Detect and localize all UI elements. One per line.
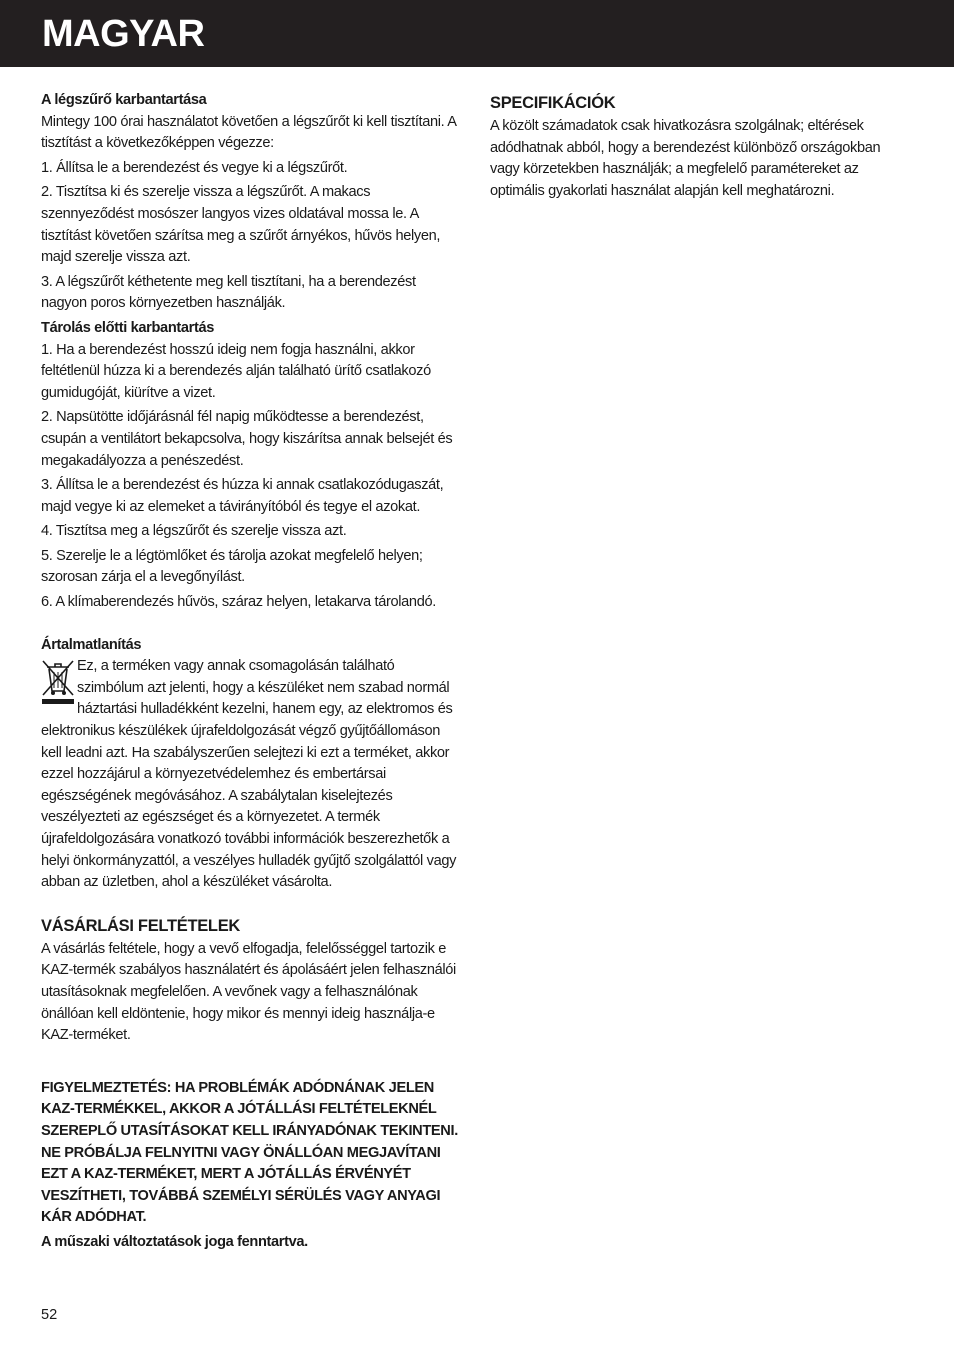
spacer: [41, 617, 461, 635]
disposal-section: [41, 635, 461, 894]
storage-step: 6. A klímaberendezés hűvös, száraz helyen, letakarva tárolandó.: [41, 594, 436, 611]
right-column: [490, 92, 890, 205]
specs-section: [490, 92, 890, 202]
warning-text: NE PRÓBÁLJA FELNYITNI VAGY ÖNÁLLÓAN MEGJAVÍTANI EZT A KAZ-TERMÉKET, MERT A JÓTÁLLÁS ÉRVÉNYÉT VESZÍTHETI, TOVÁBBÁ SZEMÉLYI SÉRÜLÉS VAGY ANYAGI KÁR ADÓDHAT.: [41, 1144, 441, 1226]
specs-text: A közölt számadatok csak hivatkozásra szolgálnak; eltérések adódhatnak abból, hogy a berendezést különböző országokban vagy körzetekben használják; a megfelelő paramétereket az optimális gyakorlati használat alapján kell meghatározni.: [490, 118, 881, 199]
storage-step: 2. Napsütötte időjárásnál fél napig működtesse a berendezést, csupán a ventilátort bekapcsolva, hogy kiszárítsa annak belsejét és megakadályozza a penészedést.: [41, 409, 453, 469]
purchase-heading: VÁSÁRLÁSI FELTÉTELEK: [41, 916, 241, 935]
rights-reserved-text: A műszaki változtatások joga fenntartva.: [41, 1233, 308, 1250]
spacer: [41, 897, 461, 915]
filter-heading: A légszűrő karbantartása: [41, 92, 207, 108]
spacer: [41, 1050, 461, 1078]
specs-heading: SPECIFIKÁCIÓK: [490, 94, 616, 112]
disposal-heading: Ártalmatlanítás: [41, 636, 142, 653]
filter-step: 1. Állítsa le a berendezést és vegye ki a légszűrőt.: [41, 159, 348, 176]
warning-text: FIGYELMEZTETÉS: HA PROBLÉMÁK ADÓDNÁNAK JELEN KAZ-TERMÉKKEL, AKKOR A JÓTÁLLÁSI FELTÉTELEKNÉL SZEREPLŐ UTASÍTÁSOKAT KELL IRÁNYADÓNAK TEKINTENI.: [41, 1079, 458, 1139]
filter-step: 3. A légszűrőt kéthetente meg kell tisztítani, ha a berendezést nagyon poros környezetben használják.: [41, 273, 416, 312]
disposal-text: Ez, a terméken vagy annak csomagolásán található szimbólum azt jelenti, hogy a készüléket nem szabad normál háztartási hulladékként kezelni, hanem egy, az elektromos és elektronikus készülékek újrafeldolgozását végző gyűjtőállomáson kell leadni azt. Ha szabályszerűen selejtezi ki ezt a terméket, akkor ezzel hozzájárul a környezetvédelemhez és embertársai egészségének megóvásához. A szabálytalan kiselejtezés veszélyezteti az egészséget és a környezetet. A termék újrafeldolgozására vonatkozó további információk beszerezhetők a helyi önkormányzattól, a veszélyes hulladék gyűjtő szolgálattól vagy abban az üzletben, ahol a készüléket vásárolta.: [41, 658, 457, 891]
storage-section: [41, 318, 461, 614]
purchase-text: A vásárlás feltétele, hogy a vevő elfogadja, felelősséggel tartozik e KAZ-termék szabályos használatért és ápolásáért jelen felhasználói utasításoknak megfelelően. A vevőnek vagy a felhasználónak önállóan kell eldöntenie, hogy mikor és mennyi ideig használja-e KAZ-terméket.: [41, 940, 456, 1044]
left-column: [41, 90, 461, 1254]
warning-section: [41, 1078, 461, 1254]
storage-step: 3. Állítsa le a berendezést és húzza ki annak csatlakozódugaszát, majd vegye ki az elemeket a távirányítóból és tegye el azokat.: [41, 477, 444, 515]
weee-crossed-bin-icon: [41, 658, 75, 708]
page-title: MAGYAR: [42, 13, 205, 55]
purchase-section: [41, 915, 461, 1047]
filter-step: 2. Tisztítsa ki és szerelje vissza a légszűrőt. A makacs szennyeződést mosószer langyos vizes oldatával mossa le. A tisztítást követően szárítsa meg a szűrőt árnyékos, hűvös helyen, majd szerelje vissza azt.: [41, 184, 441, 266]
storage-step: 4. Tisztítsa meg a légszűrőt és szerelje vissza azt.: [41, 523, 347, 540]
storage-step: 1. Ha a berendezést hosszú ideig nem fogja használni, akkor feltétlenül húzza ki a berendezés alján található ürítő csatlakozó gumidugóját, kiürítve a vizet.: [41, 341, 431, 401]
filter-section: [41, 90, 461, 315]
filter-intro: Mintegy 100 órai használatot követően a légszűrőt ki kell tisztítani. A tisztítást a következőképpen végezze:: [41, 113, 456, 152]
storage-heading: Tárolás előtti karbantartás: [41, 319, 215, 336]
header-bar: [0, 0, 954, 67]
page-number: 52: [41, 1307, 58, 1323]
storage-step: 5. Szerelje le a légtömlőket és tárolja azokat megfelelő helyen; szorosan zárja el a levegőnyílást.: [41, 547, 423, 586]
